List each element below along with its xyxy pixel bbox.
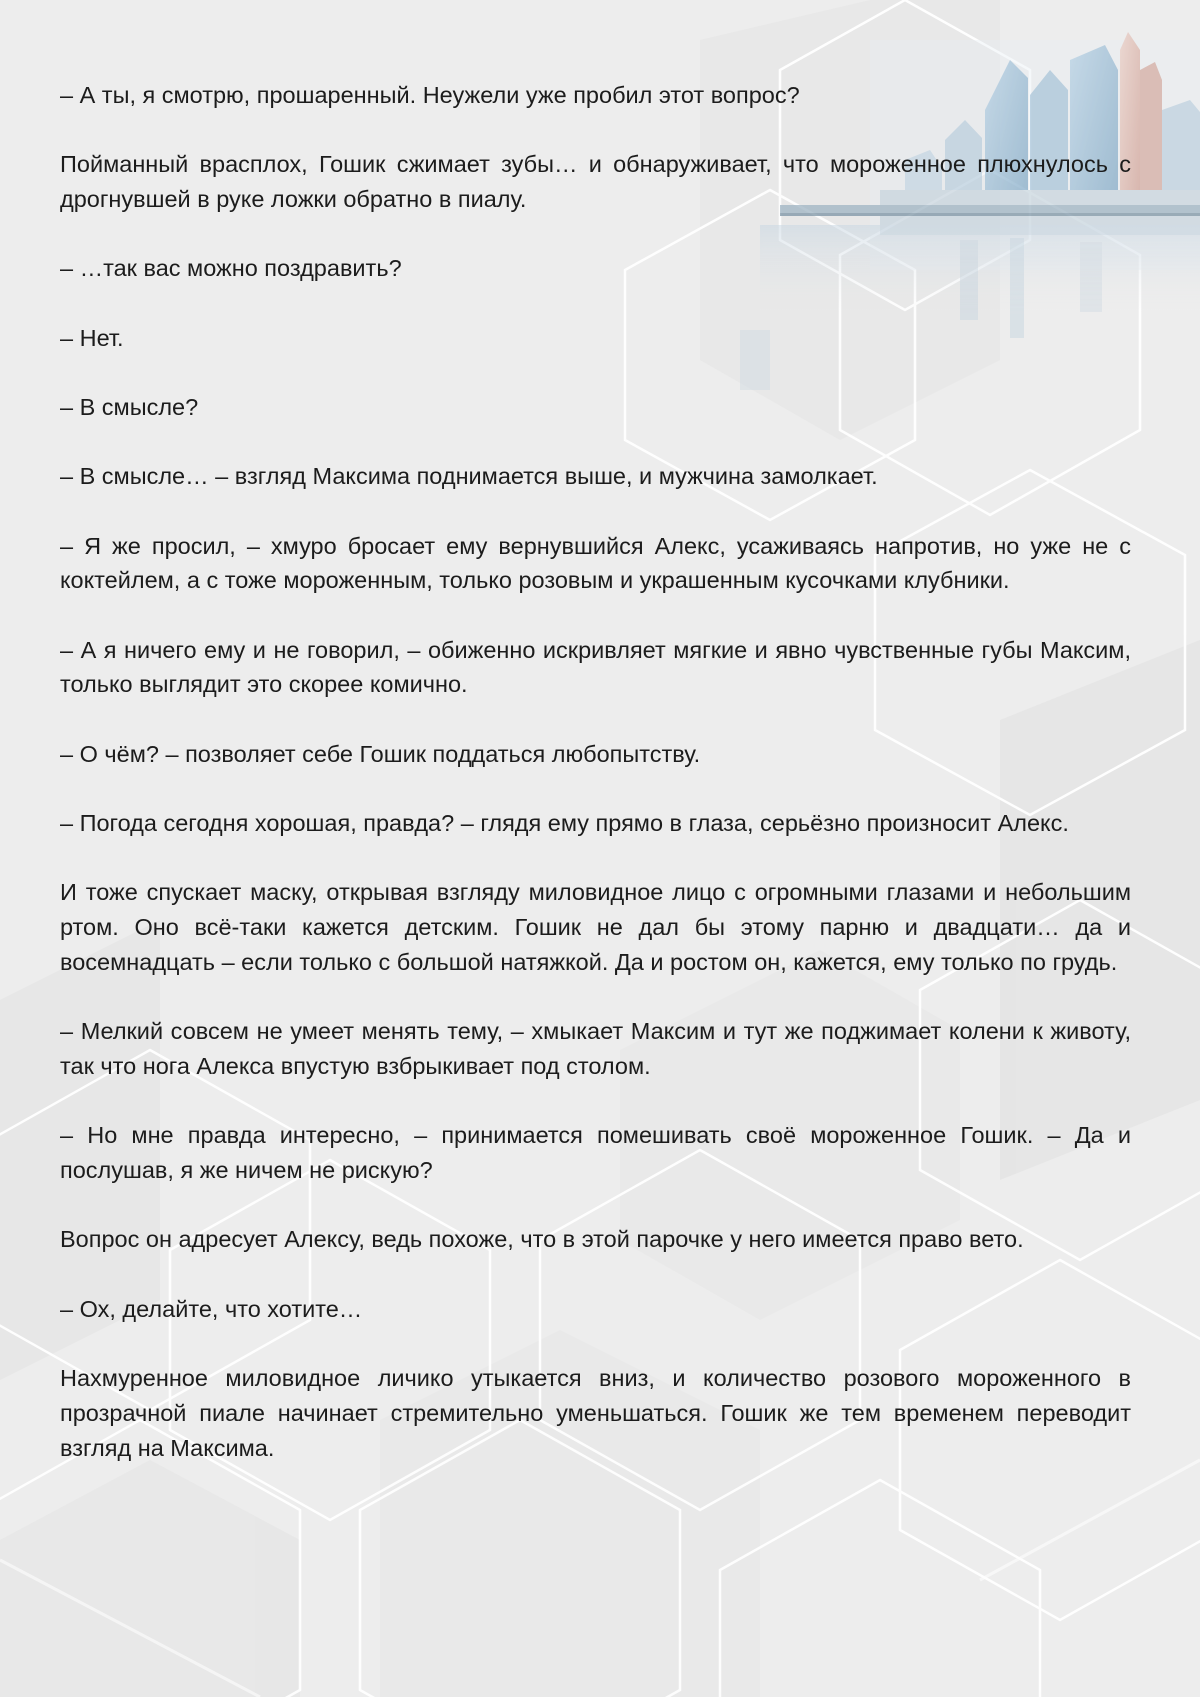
paragraph: – В смысле… – взгляд Максима поднимается выше, и мужчина замолкает.: [60, 463, 878, 490]
paragraph: – А я ничего ему и не говорил, – обиженно искривляет мягкие и явно чувственные губы Максим, только выглядит это скорее комично.: [60, 636, 1131, 698]
paragraph: – А ты, я смотрю, прошаренный. Неужели уже пробил этот вопрос?: [60, 82, 800, 108]
paragraph: И тоже спускает маску, открывая взгляду миловидное лицо с огромными глазами и небольшим ртом. Оно всё-таки кажется детским. Гошик не дал бы этому парню и двадцати… да и восемнадцать – если только с большой натяжкой. Да и ростом он, кажется, ему только по грудь.: [60, 879, 1131, 975]
paragraph: – …так вас можно поздравить?: [60, 255, 402, 282]
paragraph: – Погода сегодня хорошая, правда? – глядя ему прямо в глаза, серьёзно произносит Алекс.: [60, 810, 1069, 837]
paragraph: Нахмуренное миловидное личико утыкается вниз, и количество розового мороженного в прозрачной пиале начинает стремительно уменьшаться. Гошик же тем временем переводит взгляд на Максима.: [60, 1365, 1131, 1461]
paragraph: – Мелкий совсем не умеет менять тему, – хмыкает Максим и тут же поджимает колени к животу, так что нога Алекса впустую взбрыкивает под столом.: [60, 1018, 1131, 1080]
paragraph: Вопрос он адресует Алексу, ведь похоже, что в этой парочке у него имеется право вето.: [60, 1226, 1024, 1253]
paragraph: – Я же просил, – хмуро бросает ему вернувшийся Алекс, усаживаясь напротив, но уже не с коктейлем, а с тоже мороженным, только розовым и украшенным кусочками клубники.: [60, 532, 1131, 594]
paragraph: – В смысле?: [60, 393, 199, 420]
document-page: [60, 78, 1131, 1465]
paragraph: – Нет.: [60, 324, 124, 351]
paragraph: – Ох, делайте, что хотите…: [60, 1295, 363, 1322]
paragraph: – Но мне правда интересно, – принимается помешивать своё мороженное Гошик. – Да и послушав, я же ничем не рискую?: [60, 1122, 1131, 1184]
paragraph: – О чём? – позволяет себе Гошик поддаться любопытству.: [60, 740, 701, 767]
paragraph: Пойманный врасплох, Гошик сжимает зубы… и обнаруживает, что мороженное плюхнулось с дрогнувшей в руке ложки обратно в пиалу.: [60, 151, 1131, 213]
